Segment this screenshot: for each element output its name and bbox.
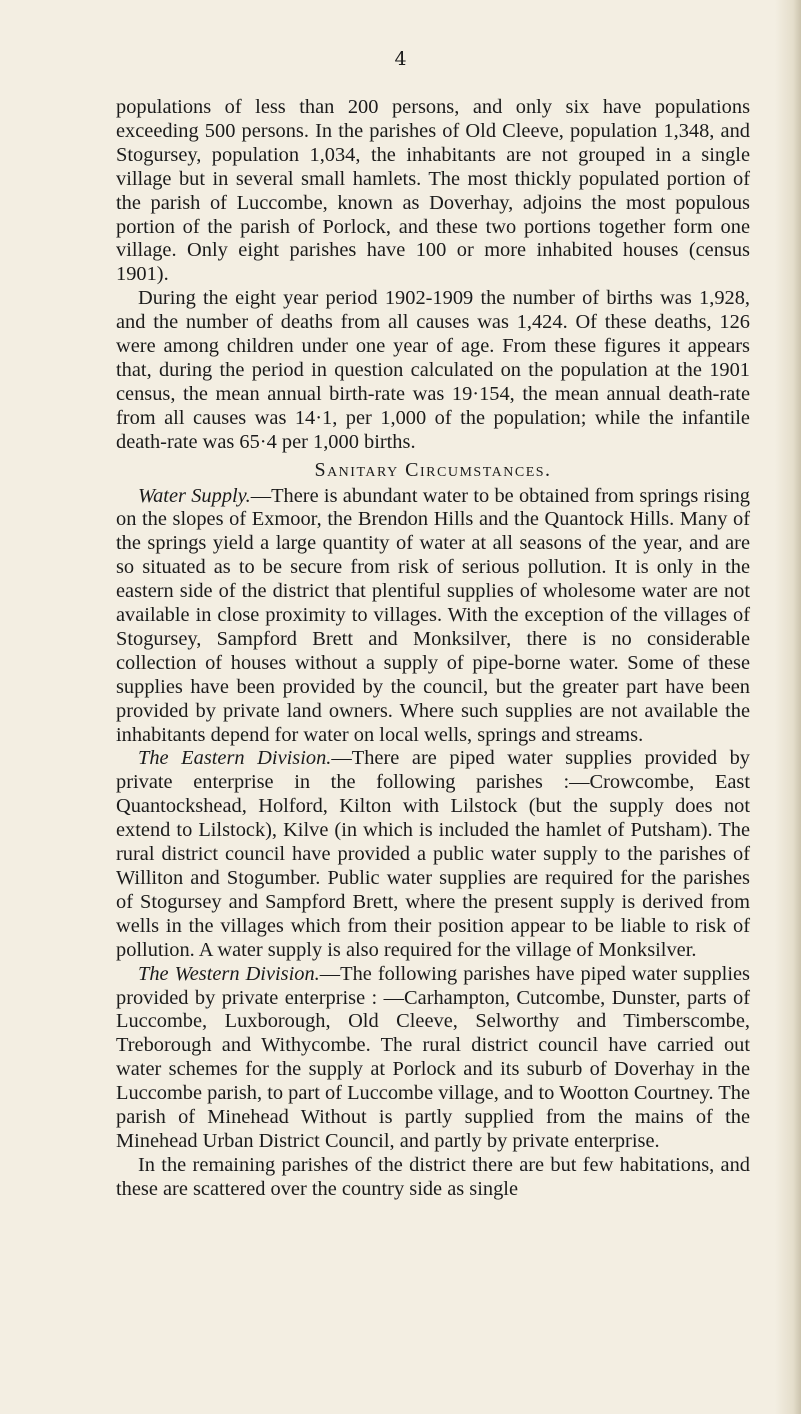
section-heading: Sanitary Circumstances.	[314, 458, 552, 481]
paragraph-births-deaths: During the eight year period 1902-1909 the number of births was 1,928, and the number of deaths from all causes was 1,424. Of these deaths, 126 were among children under one year of age. From these figures it appears that, during the period in question calculated on the population at the 1901 census, the mean annual birth-rate was 19·154, the mean annual death-rate from all causes was 14·1, per 1,000 of the population; while the infantile death-rate was 65·4 per 1,000 births.	[116, 287, 750, 453]
western-division-lead-in: The Western Division.	[138, 962, 320, 985]
eastern-division-lead-in: The Eastern Division.	[138, 747, 332, 770]
paragraph-population: populations of less than 200 persons, and only six have populations exceeding 500 persons. In the parishes of Old Cleeve, population 1,348, and Stogursey, population 1,034, the inhabitants are not grouped in a single village but in several small hamlets. The most thickly populated portion of the parish of Luccombe, known as Doverhay, adjoins the most populous portion of the parish of Porlock, and these two portions together form one village. Only eight parishes have 100 or more inhabited houses (census 1901).	[116, 96, 750, 286]
water-supply-lead-in: Water Supply.	[138, 484, 251, 507]
paragraph-eastern-division	[116, 747, 750, 962]
page-edge-shadow	[775, 0, 801, 1414]
paragraph-water-supply	[116, 485, 750, 748]
eastern-division-text: —There are piped water supplies provided by private enterprise in the following parishes :—Crowcombe, East Quantockshead, Holford, Kilton with Lilstock (but the supply does not extend to Lilstock), Kilve (in which is included the hamlet of Putsham). The rural district council have provided a public water supply to the parishes of Williton and Stogumber. Public water supplies are required for the parishes of Stogursey and Sampford Brett, where the present supply is derived from wells in the villages which from their position appear to be liable to risk of pollution. A water supply is also required for the village of Monksilver.	[116, 747, 750, 961]
paragraph-remaining-parishes: In the remaining parishes of the district there are but few habitations, and these are scattered over the country side as single	[116, 1153, 750, 1200]
water-supply-text: —There is abundant water to be obtained from springs rising on the slopes of Exmoor, the Brendon Hills and the Quantock Hills. Many of the springs yield a large quantity of water at all seasons of the year, and are so situated as to be secure from risk of serious pollution. It is only in the eastern side of the district that plentiful supplies of wholesome water are not available in close proximity to villages. With the exception of the villages of Stogursey, Sampford Brett and Monksilver, there is no considerable collection of houses without a supply of pipe-borne water. Some of these supplies have been provided by the council, but the greater part have been provided by private land owners. Where such supplies are not available the inhabitants depend for water on local wells, springs and streams.	[116, 484, 750, 746]
body-text	[116, 96, 750, 1202]
western-division-text: —The following parishes have piped water supplies provided by private enterprise : —Carhampton, Cutcombe, Dunster, parts of Luccombe, Luxborough, Old Cleeve, Selworthy and Timberscombe, Treborough and Withycombe. The rural district council have carried out water schemes for the supply at Porlock and its suburb of Doverhay in the Luccombe parish, to part of Luccombe village, and to Wootton Courtney. The parish of Minehead Without is partly supplied from the mains of the Minehead Urban District Council, and partly by private enterprise.	[116, 962, 750, 1152]
page-number: 4	[394, 48, 407, 70]
paragraph-western-division	[116, 963, 750, 1154]
